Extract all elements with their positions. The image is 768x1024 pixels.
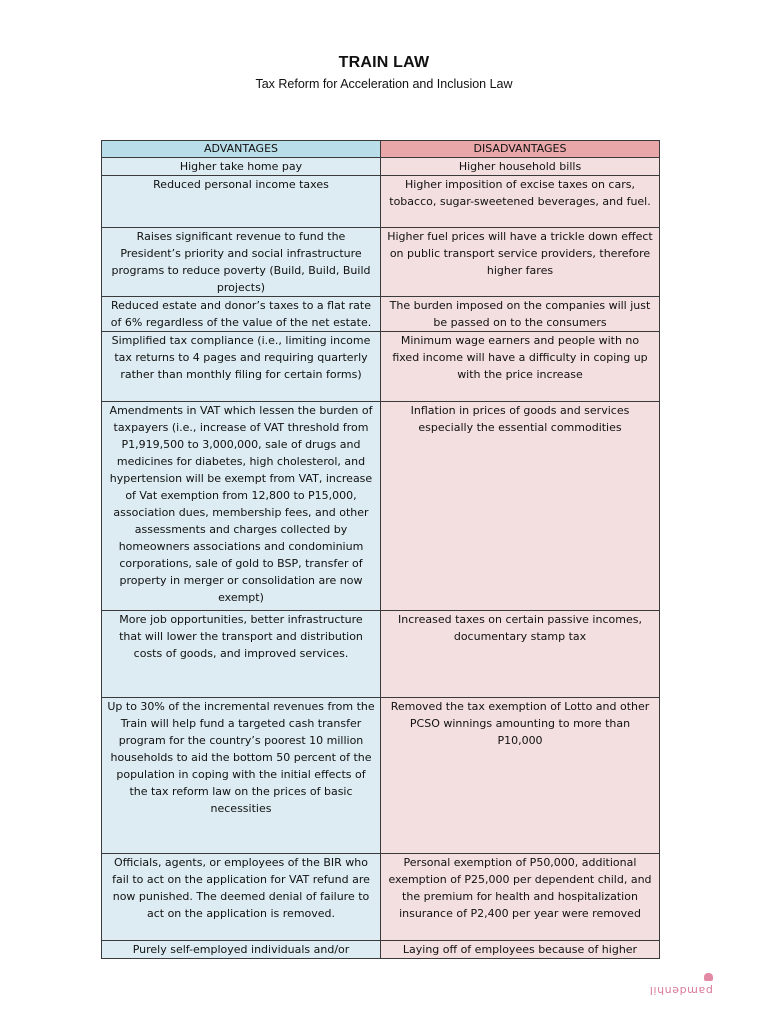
disadvantage-cell: Higher imposition of excise taxes on cars, tobacco, sugar-sweetened beverages, and fuel. xyxy=(381,176,660,228)
advantage-cell: Amendments in VAT which lessen the burden of taxpayers (i.e., increase of VAT threshold from P1,919,500 to 3,000,000, sale of drugs and medicines for diabetes, high cholesterol, and hypertension will be exempt from VAT, increase of Vat exemption from 12,800 to P15,000, association dues, membership fees, and other assessments and charges collected by homeowners associations and condominium corporations, sale of gold to BSP, transfer of property in merger or consolidation are now exempt) xyxy=(102,402,381,611)
disadvantage-cell: Removed the tax exemption of Lotto and other PCSO winnings amounting to more than P10,000 xyxy=(381,698,660,854)
table-row xyxy=(102,941,660,959)
table-row xyxy=(102,158,660,176)
document-subtitle: Tax Reform for Acceleration and Inclusion Law xyxy=(255,77,513,91)
disadvantage-cell: The burden imposed on the companies will just be passed on to the consumers xyxy=(381,297,660,332)
table-row xyxy=(102,228,660,297)
advantage-cell: Reduced personal income taxes xyxy=(102,176,381,228)
brand-logo-icon xyxy=(704,973,713,981)
table-row xyxy=(102,176,660,228)
disadvantages-header: DISADVANTAGES xyxy=(381,141,660,158)
advantages-header: ADVANTAGES xyxy=(102,141,381,158)
advantage-cell: Officials, agents, or employees of the BIR who fail to act on the application for VAT refund are now punished. The deemed denial of failure to act on the application is removed. xyxy=(102,854,381,941)
table-row xyxy=(102,297,660,332)
disadvantage-cell: Personal exemption of P50,000, additional exemption of P25,000 per dependent child, and the premium for health and hospitalization insurance of P2,400 per year were removed xyxy=(381,854,660,941)
advantage-cell: Purely self-employed individuals and/or xyxy=(102,941,381,959)
advantage-cell: Higher take home pay xyxy=(102,158,381,176)
disadvantage-cell: Higher fuel prices will have a trickle down effect on public transport service providers, therefore higher fares xyxy=(381,228,660,297)
disadvantage-cell: Minimum wage earners and people with no fixed income will have a difficulty in coping up with the price increase xyxy=(381,332,660,402)
advantage-cell: Simplified tax compliance (i.e., limiting income tax returns to 4 pages and requiring quarterly rather than monthly filing for certain forms) xyxy=(102,332,381,402)
disadvantage-cell: Higher household bills xyxy=(381,158,660,176)
disadvantage-cell: Inflation in prices of goods and services especially the essential commodities xyxy=(381,402,660,611)
brand-watermark: pamdenhil xyxy=(649,984,713,997)
table-row xyxy=(102,332,660,402)
advantage-cell: Reduced estate and donor’s taxes to a flat rate of 6% regardless of the value of the net estate. xyxy=(102,297,381,332)
disadvantage-cell: Laying off of employees because of higher xyxy=(381,941,660,959)
table-row xyxy=(102,402,660,611)
document-title: TRAIN LAW xyxy=(338,54,430,71)
advantage-cell: More job opportunities, better infrastructure that will lower the transport and distribution costs of goods, and improved services. xyxy=(102,611,381,698)
table-row xyxy=(102,698,660,854)
advantage-cell: Up to 30% of the incremental revenues from the Train will help fund a targeted cash transfer program for the country’s poorest 10 million households to aid the bottom 50 percent of the population in coping with the initial effects of the tax reform law on the prices of basic necessities xyxy=(102,698,381,854)
table-row xyxy=(102,854,660,941)
advantage-cell: Raises significant revenue to fund the President’s priority and social infrastructure programs to reduce poverty (Build, Build, Build projects) xyxy=(102,228,381,297)
table-header-row xyxy=(102,141,660,158)
disadvantage-cell: Increased taxes on certain passive incomes, documentary stamp tax xyxy=(381,611,660,698)
table-row xyxy=(102,611,660,698)
advantages-disadvantages-table xyxy=(101,140,660,959)
